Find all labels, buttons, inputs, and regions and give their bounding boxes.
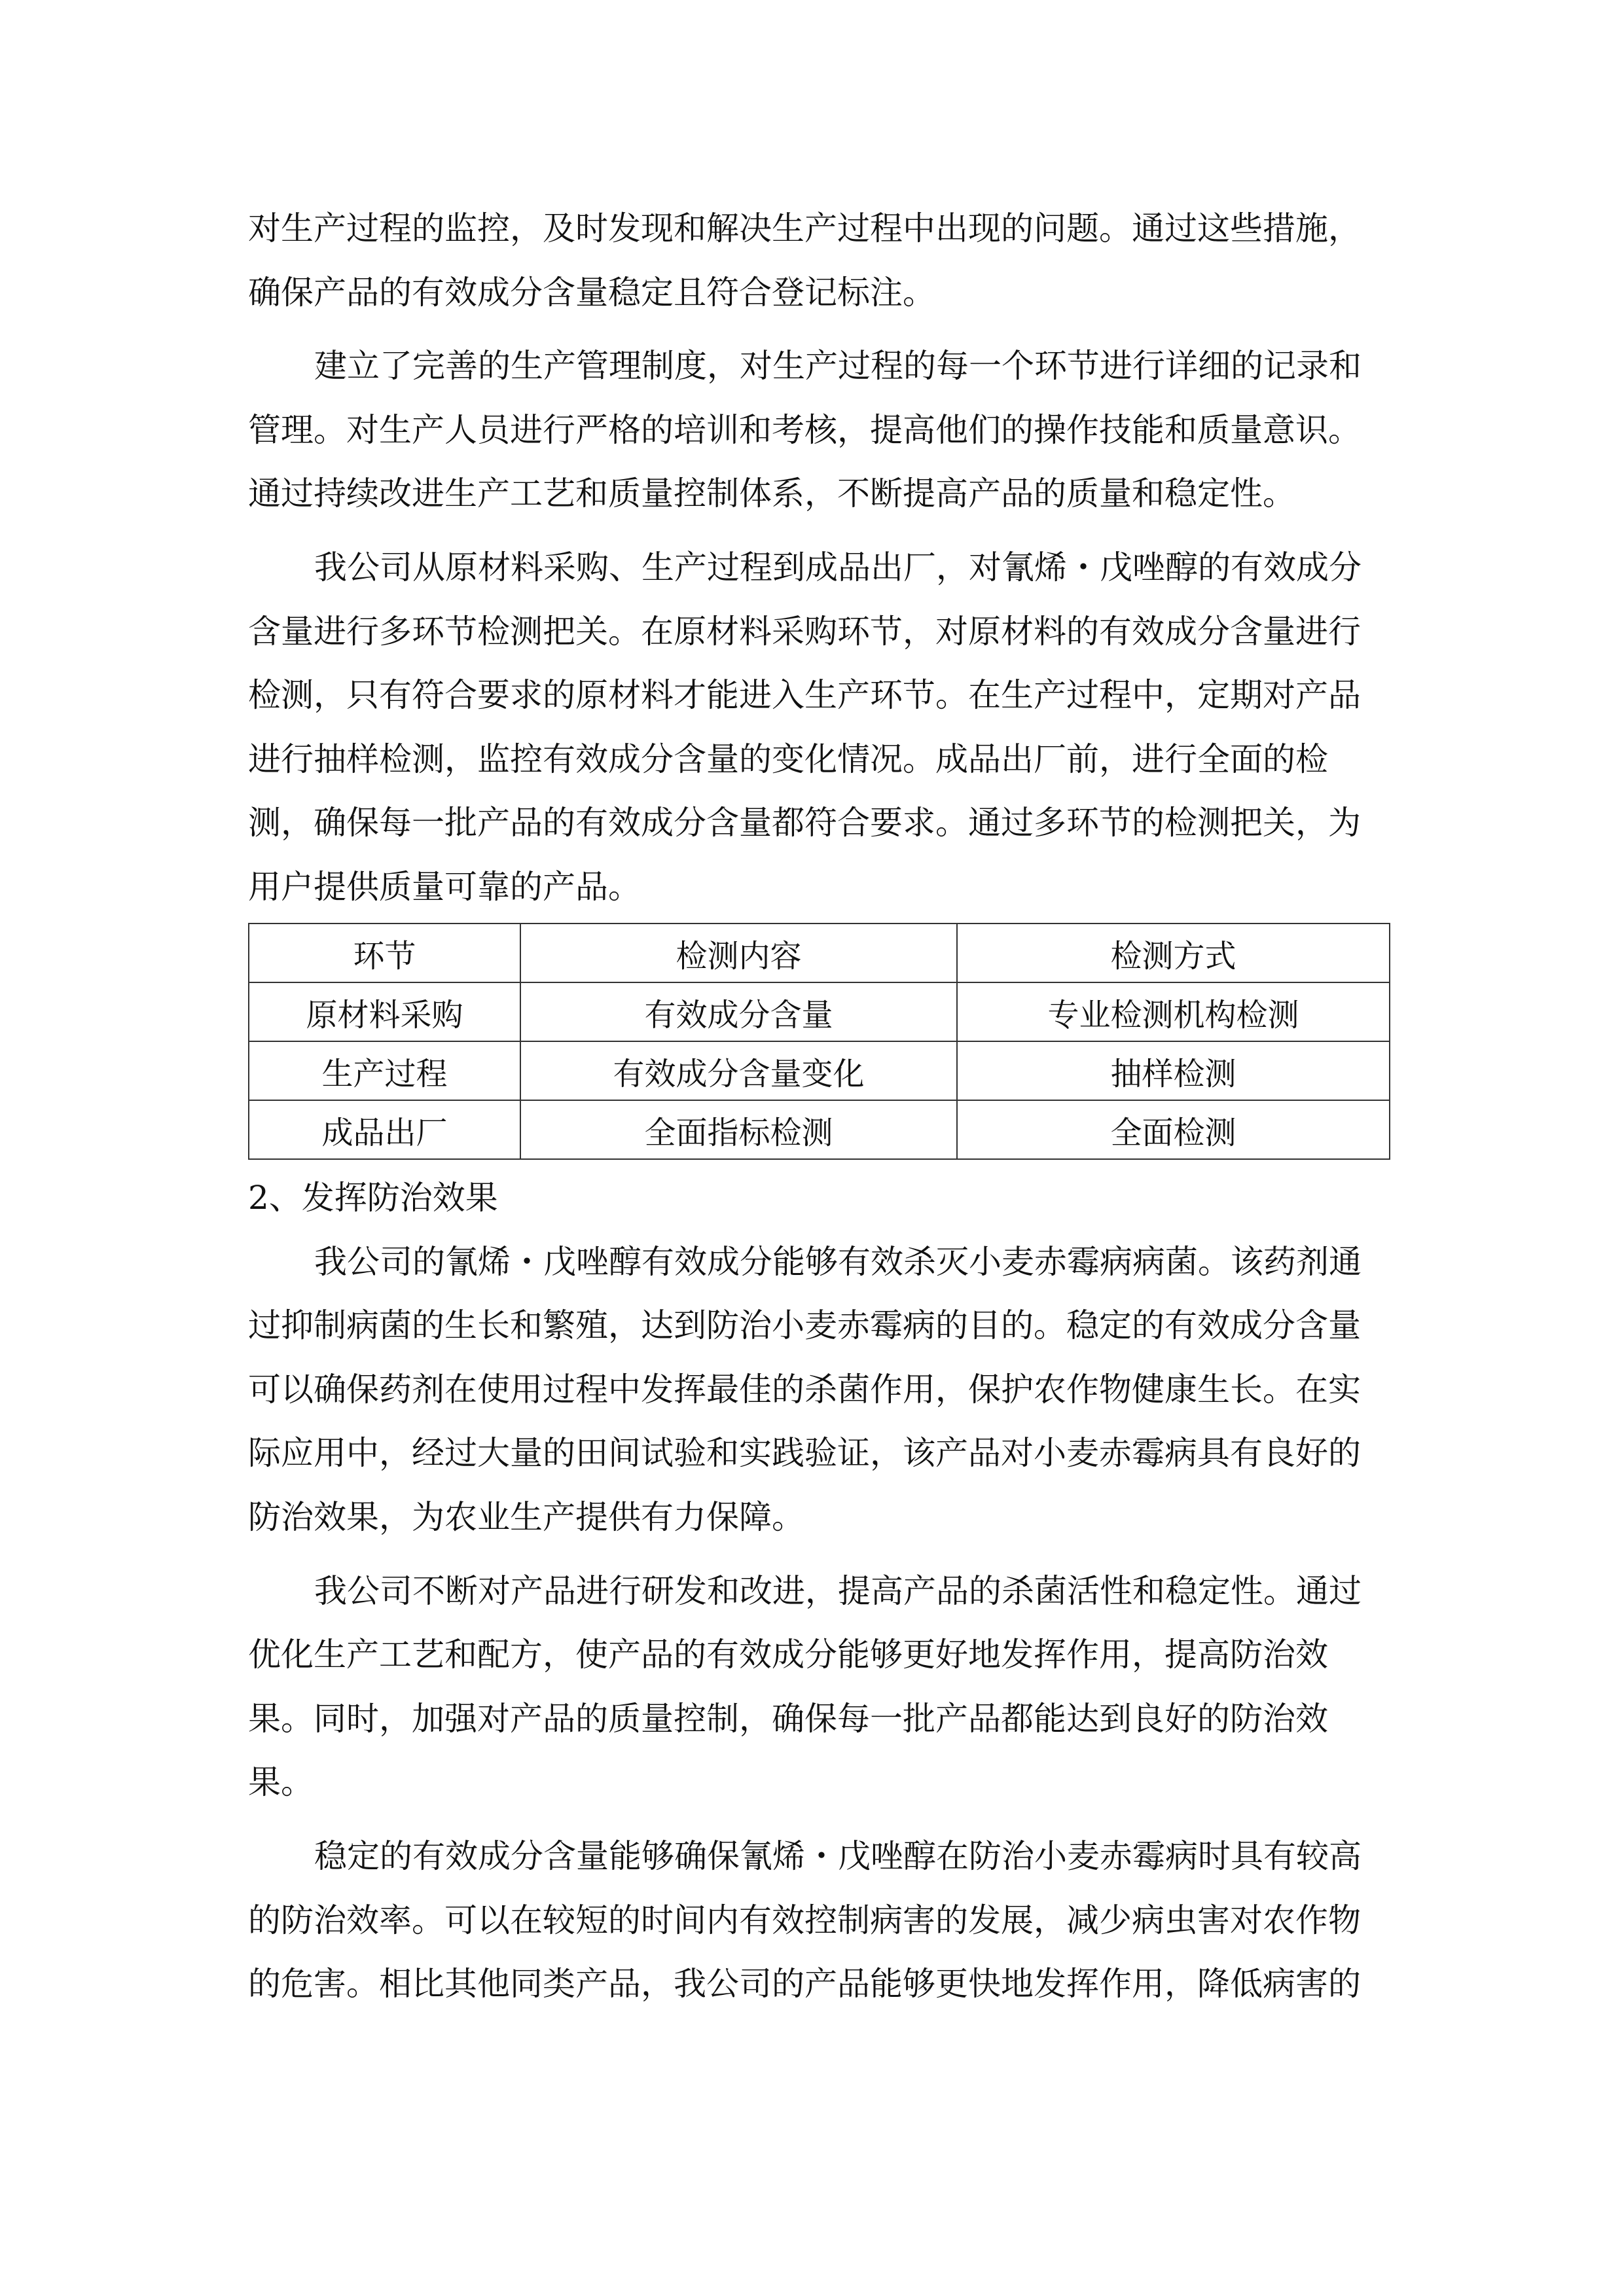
text-line: 建立了完善的生产管理制度，对生产过程的每一个环节进行详细的记录和 [314, 347, 1362, 386]
text-line: 含量进行多环节检测把关。在原材料采购环节，对原材料的有效成分含量进行 [248, 612, 1361, 651]
table-header-row [249, 924, 1390, 982]
table-cell: 生产过程 [249, 1041, 520, 1100]
text-line: 际应用中，经过大量的田间试验和实践验证，该产品对小麦赤霉病具有良好的 [248, 1434, 1361, 1473]
text-line: 管理。对生产人员进行严格的培训和考核，提高他们的操作技能和质量意识。 [248, 410, 1361, 449]
table-cell: 成品出厂 [249, 1100, 520, 1159]
table-row [249, 982, 1390, 1041]
text-line: 通过持续改进生产工艺和质量控制体系，不断提高产品的质量和稳定性。 [248, 475, 1295, 513]
inspection-table [248, 923, 1390, 1160]
table-cell: 有效成分含量 [520, 982, 957, 1041]
section-heading: 2、发挥防治效果 [248, 1179, 498, 1217]
table-cell: 全面检测 [957, 1100, 1390, 1159]
table-cell: 专业检测机构检测 [957, 982, 1390, 1041]
text-line: 优化生产工艺和配方，使产品的有效成分能够更好地发挥作用，提高防治效 [248, 1636, 1328, 1674]
text-line: 的防治效率。可以在较短的时间内有效控制病害的发展，减少病虫害对农作物 [248, 1901, 1361, 1939]
paragraph [248, 1560, 1390, 1815]
table-cell: 抽样检测 [957, 1041, 1390, 1100]
text-line: 我公司从原材料采购、生产过程到成品出厂，对氰烯・戊唑醇的有效成分 [314, 548, 1362, 586]
table-row [249, 1041, 1390, 1100]
text-line: 稳定的有效成分含量能够确保氰烯・戊唑醇在防治小麦赤霉病时具有较高 [314, 1837, 1362, 1875]
text-line: 我公司的氰烯・戊唑醇有效成分能够有效杀灭小麦赤霉病病菌。该药剂通 [314, 1242, 1362, 1281]
table-header-cell: 检测内容 [520, 924, 957, 982]
paragraph [248, 197, 1390, 325]
paragraph [248, 536, 1390, 920]
table-cell: 有效成分含量变化 [520, 1041, 957, 1100]
section1 [248, 197, 1390, 929]
table-header-cell: 检测方式 [957, 924, 1390, 982]
text-line: 过抑制病菌的生长和繁殖，达到防治小麦赤霉病的目的。稳定的有效成分含量 [248, 1306, 1361, 1345]
text-line: 防治效果，为农业生产提供有力保障。 [248, 1498, 804, 1536]
text-line: 对生产过程的监控，及时发现和解决生产过程中出现的问题。通过这些措施， [248, 209, 1361, 247]
paragraph [248, 1825, 1390, 2017]
table-header-cell: 环节 [249, 924, 520, 982]
text-line: 检测，只有符合要求的原材料才能进入生产环节。在生产过程中，定期对产品 [248, 676, 1361, 715]
text-line: 我公司不断对产品进行研发和改进，提高产品的杀菌活性和稳定性。通过 [314, 1571, 1362, 1610]
text-line: 测，确保每一批产品的有效成分含量都符合要求。通过多环节的检测把关，为 [248, 804, 1361, 842]
text-line: 果。 [248, 1763, 314, 1802]
text-line: 确保产品的有效成分含量稳定且符合登记标注。 [248, 273, 935, 312]
text-line: 进行抽样检测，监控有效成分含量的变化情况。成品出厂前，进行全面的检 [248, 740, 1328, 778]
text-line: 用户提供质量可靠的产品。 [248, 867, 641, 906]
paragraph [248, 1230, 1390, 1550]
section2 [248, 1166, 1390, 2026]
table-cell: 原材料采购 [249, 982, 520, 1041]
text-line: 的危害。相比其他同类产品，我公司的产品能够更快地发挥作用，降低病害的 [248, 1965, 1361, 2003]
text-line: 果。同时，加强对产品的质量控制，确保每一批产品都能达到良好的防治效 [248, 1699, 1328, 1738]
table-row [249, 1100, 1390, 1159]
text-line: 可以确保药剂在使用过程中发挥最佳的杀菌作用，保护农作物健康生长。在实 [248, 1370, 1361, 1408]
paragraph [248, 334, 1390, 526]
table-cell: 全面指标检测 [520, 1100, 957, 1159]
